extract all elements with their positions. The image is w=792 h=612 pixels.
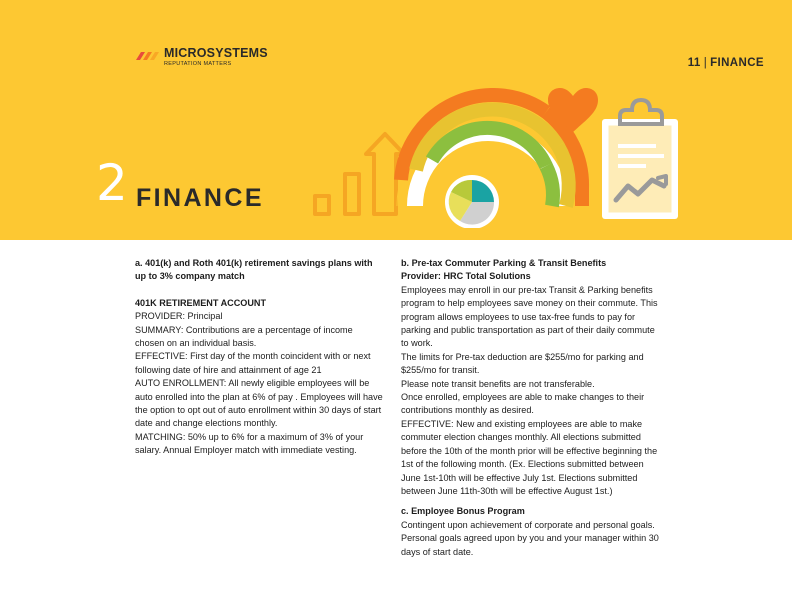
page-number: 11: [687, 57, 701, 69]
retirement-plan-title: a. 401(k) and Roth 401(k) retirement savings plans with up to 3% company match: [135, 258, 373, 282]
left-column: [135, 257, 383, 458]
brand-name: MICROSYSTEMS: [164, 46, 268, 60]
section-title: FINANCE: [136, 184, 264, 212]
brand-tagline: REPUTATION MATTERS: [164, 61, 232, 67]
pie-chart-icon: [445, 175, 499, 228]
right-column: [401, 257, 663, 559]
page-section: FINANCE: [710, 57, 764, 69]
commuter-benefits-title: b. Pre-tax Commuter Parking & Transit Benefits: [401, 258, 607, 268]
page-label: [688, 57, 764, 69]
clipboard-trend-icon: [602, 100, 678, 219]
retirement-effective: EFFECTIVE: First day of the month coincident with or next following date of hire and attainment of age 21: [135, 351, 371, 375]
bonus-program-title: c. Employee Bonus Program: [401, 506, 525, 517]
commuter-limits: The limits for Pre-tax deduction are $255/mo for parking and $255/mo for transit.: [401, 351, 644, 376]
retirement-account-heading: 401K RETIREMENT ACCOUNT: [135, 297, 267, 308]
commuter-description: Employees may enroll in our pre-tax Transit & Parking benefits program to help employees save money on their commute. This program allows employees to use tax-free funds to pay for parking and public transportation as part of their daily commute to work.: [401, 284, 658, 349]
section-number: 2: [96, 154, 128, 212]
logo-mark-icon: [136, 48, 162, 62]
finance-illustration: [310, 88, 690, 228]
page-label-divider: |: [703, 57, 708, 69]
commuter-transfer-note: Please note transit benefits are not transferable.: [401, 378, 595, 389]
bar-chart-arrow-icon: [315, 134, 404, 214]
retirement-summary: SUMMARY: Contributions are a percentage of income chosen on an individual basis.: [135, 324, 353, 349]
retirement-provider: PROVIDER: Principal: [135, 311, 223, 322]
retirement-matching: MATCHING: 50% up to 6% for a maximum of 3% of your salary. Annual Employer match with immediate vesting.: [135, 431, 364, 456]
header-banner: [0, 0, 792, 240]
commuter-benefits-provider: Provider: HRC Total Solutions: [401, 271, 531, 282]
commuter-changes: Once enrolled, employees are able to make changes to their contributions monthly as desired.: [401, 392, 645, 416]
retirement-auto-enrollment: AUTO ENROLLMENT: All newly eligible employees will be auto enrolled into the plan at 6% of pay . Employees will have the option to opt out of auto enrollment within 30 days of start date and change elections monthly.: [135, 378, 383, 429]
bonus-program-text: Contingent upon achievement of corporate and personal goals. Personal goals agreed upon by you and your manager within 30 days of start date.: [401, 519, 659, 557]
commuter-effective: EFFECTIVE: New and existing employees are able to make commuter election changes monthly. All elections submitted before the 10th of the month prior will be effective beginning the 1st of the following month. (Ex. Elections submitted between June 1st-10th will be effective July 1st. Elections submitted between June 11th-30th will be effective August 1st.): [401, 418, 658, 496]
